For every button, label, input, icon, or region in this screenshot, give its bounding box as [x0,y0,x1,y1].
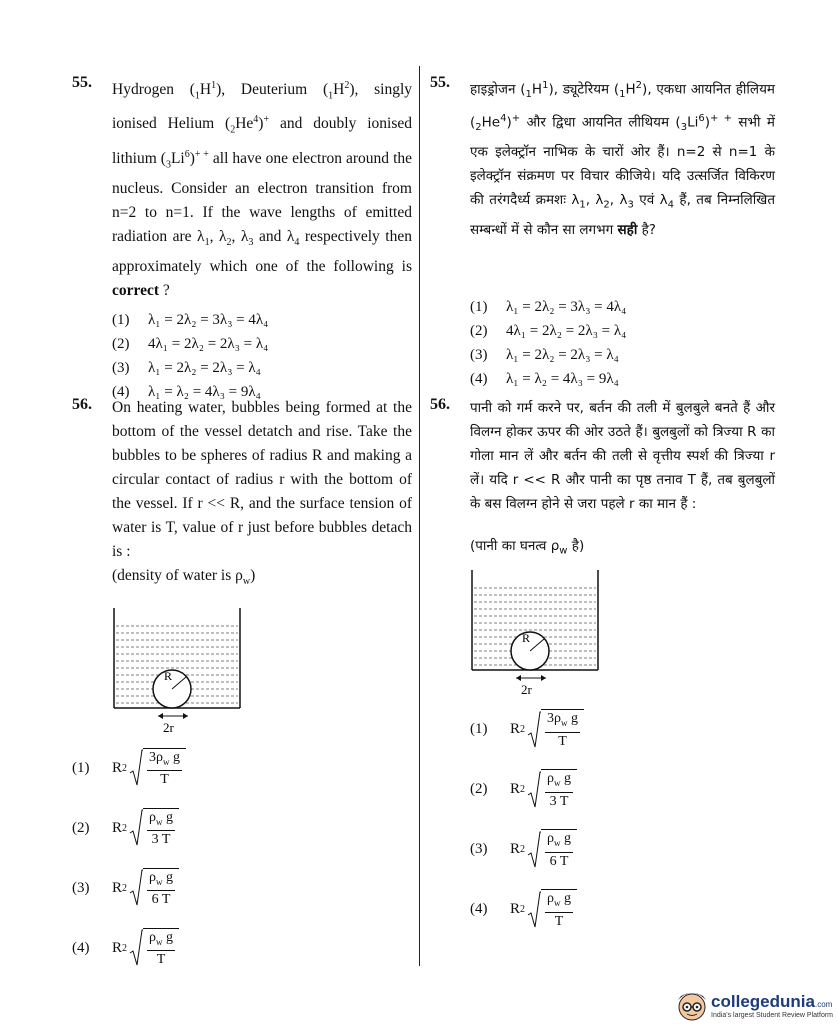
option[interactable]: (2) 4λ₁ = 2λ₂ = 2λ₃ = λ₄ [470,323,627,339]
contact-label: 2r [521,681,532,697]
radius-label: R [164,669,173,684]
hindi-column [430,74,775,940]
vessel-figure [470,570,610,700]
option[interactable]: (3) R 2 $\frac{\rho_w g}{6 T}$ [72,858,412,918]
question-55-hi [430,74,775,396]
mascot-icon [673,986,711,1024]
option[interactable]: (3) R 2 $\frac{\rho_w g}{6 T}$ [470,820,775,880]
question-number: 56. [72,396,92,413]
collegedunia-logo[interactable] [673,986,833,1024]
question-text: Hydrogen $(_1H^1)$, Deuterium $(_1H^2)$, singly ionised Helium $(_2He^4)^+$ and doubly ionised lithium $(_3Li^6)^{+ +}$ all have one electron around the nucleus. Consider an electron transition from n=2 to n=1. If the wave lengths of emitted radiation are $\lambda_1$, $\lambda_2$, $\lambda_3$ and $\lambda_4$ respectively then approximately which one of the following is correct ? [112,80,412,299]
english-column [72,74,412,978]
question-text: On heating water, bubbles being formed at the bottom of the vessel detatch and rise. Take the bubbles to be spheres of radius R and making a circular contact of radius r with the bottom of the vessel. If r << R, and the surface tension of water is T, value of r just before bubbles detach is : [112,399,412,560]
question-text: पानी को गर्म करने पर, बर्तन की तली में बुलबुले बनते हैं और विलग्न होकर ऊपर की ओर उठते हैं। बुलबुलों को त्रिज्या R का गोला मान लें और बर्तन की तली से वृत्तीय स्पर्श की त्रिज्या r लें। यदि r << R और पानी का पृष्ठ तनाव T हैं, तब बुलबुलों के बस विलग्न होने से जरा पहले r का मान हैं : [470,400,775,512]
options-list [470,700,775,940]
option[interactable]: (1) λ₁ = 2λ₂ = 3λ₃ = 4λ₄ [470,299,627,315]
vessel-figure [112,608,252,738]
question-56-en [72,396,412,978]
question-number: 55. [430,74,450,91]
option[interactable]: (4) R 2 $\frac{\rho_w g}{T}$ [72,918,412,978]
question-text: हाइड्रोजन $(_1H^1)$, ड्यूटेरियम $(_1H^2)$, एकधा आयनित हीलियम $(_2He^4)^+$ और द्विधा आयनित लीथियम $(_3Li^6)^{+ +}$ सभी में एक इलेक्ट्रॉन नाभिक के चारों ओर हैं। n=2 से n=1 के इलेक्ट्रॉन संक्रमण पर विचार कीजिये। यदि उत्सर्जित विकिरण की तरंगदैर्ध्य क्रमशः $\lambda_1$, $\lambda_2$, $\lambda_3$ एवं $\lambda_4$ हैं, तब निम्नलिखित सम्बन्धों में से कौन सा लगभग सही है? [470,80,776,239]
question-number: 56. [430,396,450,413]
option[interactable]: (2) R 2 $\frac{\rho_w g}{3 T}$ [72,798,412,858]
column-divider [419,66,420,966]
question-number: 55. [72,74,92,91]
question-56-hi [430,396,775,940]
option[interactable]: (2) 4λ₁ = 2λ₂ = 2λ₃ = λ₄ [112,335,269,352]
radius-label: R [522,630,531,645]
contact-label: 2r [163,720,174,736]
option[interactable]: (1) λ₁ = 2λ₂ = 3λ₃ = 4λ₄ [112,311,269,328]
question-55-en [72,74,412,400]
options-list [470,294,626,390]
density-note: (पानी का घनत्व $\rho_w$ है) [470,538,585,557]
vessel-diagram [470,570,610,700]
option[interactable]: (1) R 2 $\frac{3\rho_w g}{T}$ [470,700,775,760]
logo-text: collegedunia.com India's largest Student Review Platform [711,991,833,1019]
option[interactable]: (1) R 2 $\frac{3\rho_w g}{T}$ [72,738,412,798]
option[interactable]: (4) λ₁ = λ₂ = 4λ₃ = 9λ₄ [470,371,619,387]
option[interactable]: (3) λ₁ = 2λ₂ = 2λ₃ = λ₄ [470,347,619,363]
option[interactable]: (3) λ₁ = 2λ₂ = 2λ₃ = λ₄ [112,359,261,376]
option[interactable]: (2) R 2 $\frac{\rho_w g}{3 T}$ [470,760,775,820]
option[interactable]: (4) λ₁ = λ₂ = 4λ₃ = 9λ₄ [112,383,261,400]
option[interactable]: (4) R 2 $\frac{\rho_w g}{T}$ [470,880,775,940]
options-list [72,738,412,978]
density-note: (density of water is $\rho_w$) [112,567,256,588]
options-list [112,309,412,403]
vessel-diagram [112,608,252,738]
